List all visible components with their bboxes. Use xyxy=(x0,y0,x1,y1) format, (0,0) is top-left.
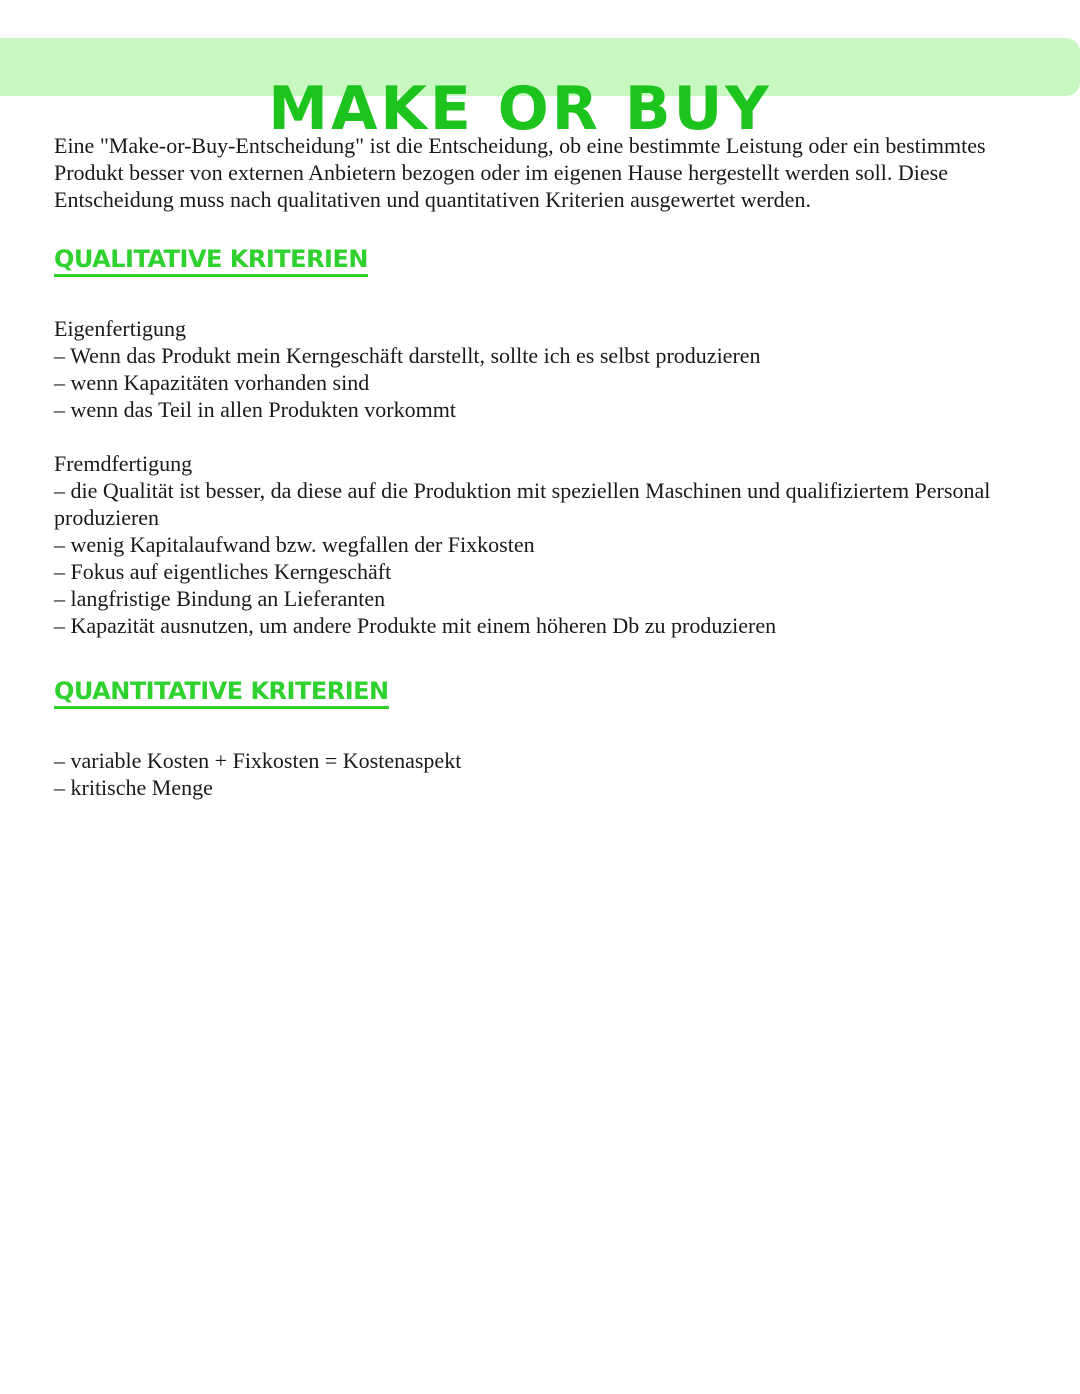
list-item: – wenn das Teil in allen Produkten vorkommt xyxy=(54,397,456,422)
fremdfertigung-section xyxy=(54,450,1024,639)
list-item: – die Qualität ist besser, da diese auf die Produktion mit speziellen Maschinen und qualifiziertem Personal produzieren xyxy=(54,478,991,530)
list-item: – Fokus auf eigentliches Kerngeschäft xyxy=(54,559,392,584)
list-item: – Wenn das Produkt mein Kerngeschäft darstellt, sollte ich es selbst produzieren xyxy=(54,343,761,368)
list-item: – wenig Kapitalaufwand bzw. wegfallen der Fixkosten xyxy=(54,532,535,557)
list-item: – Kapazität ausnutzen, um andere Produkte mit einem höheren Db zu produzieren xyxy=(54,613,777,638)
fremdfertigung-label: Fremdfertigung xyxy=(54,451,193,476)
eigenfertigung-label: Eigenfertigung xyxy=(54,316,186,341)
intro-paragraph: Eine "Make-or-Buy-Entscheidung" ist die Entscheidung, ob eine bestimmte Leistung oder ein bestimmtes Produkt besser von externen Anbietern bezogen oder im eigenen Hause hergestellt werden soll. Diese Entscheidung muss nach qualitativen und quantitativen Kriterien ausgewertet werden. xyxy=(54,133,986,212)
page-title: MAKE OR BUY xyxy=(268,74,772,145)
quantitative-heading: QUANTITATIVE KRITERIEN xyxy=(54,677,389,709)
eigenfertigung-section xyxy=(54,315,1024,423)
list-item: – langfristige Bindung an Lieferanten xyxy=(54,586,386,611)
list-item: – wenn Kapazitäten vorhanden sind xyxy=(54,370,370,395)
document-body xyxy=(54,132,1024,801)
list-item: – kritische Menge xyxy=(54,775,213,800)
list-item: – variable Kosten + Fixkosten = Kostenaspekt xyxy=(54,748,462,773)
qualitative-heading: QUALITATIVE KRITERIEN xyxy=(54,245,368,277)
quantitative-section xyxy=(54,747,1024,801)
